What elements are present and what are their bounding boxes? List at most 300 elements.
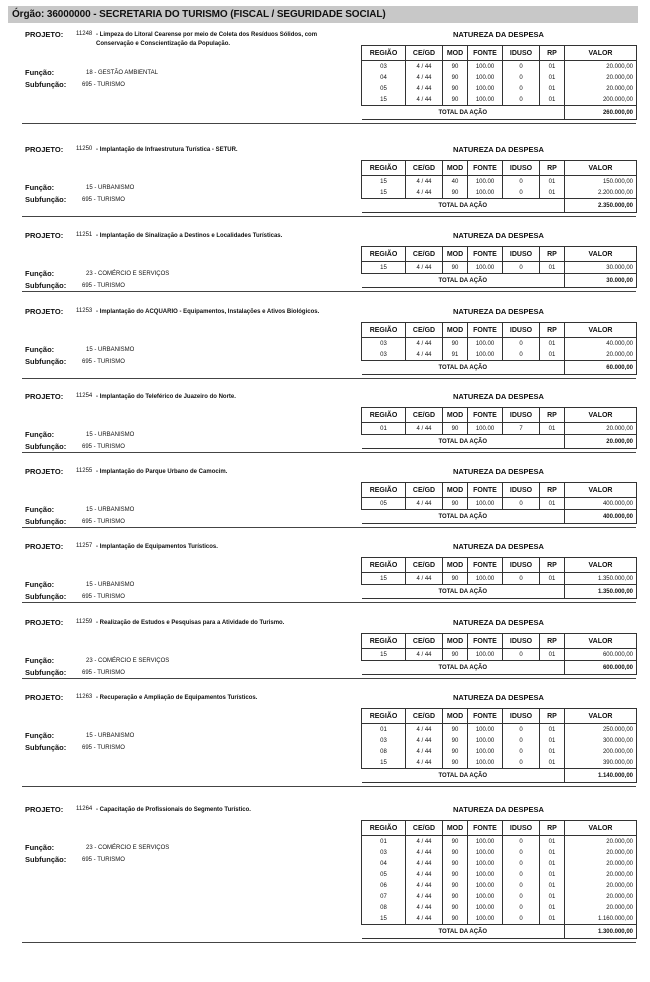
table-row xyxy=(362,746,637,757)
table-cell: 90 xyxy=(443,858,468,869)
column-header: CE/GD xyxy=(406,247,443,262)
column-header: REGIÃO xyxy=(362,408,406,423)
subfuncao-label: Subfunção: xyxy=(25,281,67,290)
column-header: FONTE xyxy=(468,323,503,338)
total-row xyxy=(362,769,637,783)
projeto-description: - Realização de Estudos e Pesquisas para a Atividade do Turismo. xyxy=(96,620,285,626)
column-header: REGIÃO xyxy=(362,634,406,649)
table-cell: 20.000,00 xyxy=(565,869,637,880)
table-row xyxy=(362,187,637,199)
funcao-value: 15 - URBANISMO xyxy=(86,733,135,739)
table-cell: 05 xyxy=(362,869,406,880)
table-cell: 0 xyxy=(503,498,540,510)
table-cell: 90 xyxy=(443,72,468,83)
table-cell: 4 / 44 xyxy=(406,869,443,880)
total-value: 20.000,00 xyxy=(565,435,637,449)
funcao-value: 15 - URBANISMO xyxy=(86,582,135,588)
table-cell: 100.00 xyxy=(468,902,503,913)
table-cell: 15 xyxy=(362,187,406,199)
table-cell: 01 xyxy=(540,869,565,880)
total-label: TOTAL DA AÇÃO xyxy=(362,925,565,939)
table-cell: 100.00 xyxy=(468,869,503,880)
section-divider xyxy=(22,123,636,124)
table-cell: 20.000,00 xyxy=(565,902,637,913)
section-divider xyxy=(22,678,636,679)
table-cell: 01 xyxy=(362,724,406,736)
despesa-table xyxy=(361,482,637,524)
column-header: REGIÃO xyxy=(362,323,406,338)
subfuncao-value: 695 - TURISMO xyxy=(82,745,125,751)
section-divider xyxy=(22,527,636,528)
column-header: MOD xyxy=(443,323,468,338)
table-cell: 300.000,00 xyxy=(565,735,637,746)
table-row xyxy=(362,61,637,73)
projeto-code: 11259 xyxy=(76,619,93,625)
table-cell: 4 / 44 xyxy=(406,746,443,757)
column-header: VALOR xyxy=(565,161,637,176)
funcao-value: 15 - URBANISMO xyxy=(86,507,135,513)
subfuncao-value: 695 - TURISMO xyxy=(82,197,125,203)
projeto-label: PROJETO: xyxy=(25,231,64,240)
column-header: CE/GD xyxy=(406,709,443,724)
table-cell: 0 xyxy=(503,891,540,902)
table-cell: 200.000,00 xyxy=(565,746,637,757)
table-cell: 90 xyxy=(443,649,468,661)
table-cell: 15 xyxy=(362,176,406,188)
table-cell: 20.000,00 xyxy=(565,836,637,848)
subfuncao-value: 695 - TURISMO xyxy=(82,444,125,450)
column-header: VALOR xyxy=(565,634,637,649)
table-cell: 0 xyxy=(503,724,540,736)
subfuncao-label: Subfunção: xyxy=(25,668,67,677)
total-row xyxy=(362,435,637,449)
column-header: IDUSO xyxy=(503,46,540,61)
table-cell: 90 xyxy=(443,724,468,736)
table-cell: 4 / 44 xyxy=(406,423,443,435)
projeto-label: PROJETO: xyxy=(25,693,64,702)
table-cell: 01 xyxy=(540,746,565,757)
table-row xyxy=(362,94,637,106)
table-cell: 100.00 xyxy=(468,746,503,757)
table-cell: 4 / 44 xyxy=(406,757,443,769)
projeto-label: PROJETO: xyxy=(25,618,64,627)
table-cell: 4 / 44 xyxy=(406,724,443,736)
table-cell: 0 xyxy=(503,869,540,880)
table-cell: 01 xyxy=(540,187,565,199)
funcao-value: 23 - COMÉRCIO E SERVIÇOS xyxy=(86,845,170,851)
table-cell: 100.00 xyxy=(468,913,503,925)
projeto-description: - Implantação de Equipamentos Turísticos. xyxy=(96,544,218,550)
table-cell: 0 xyxy=(503,836,540,848)
table-cell: 1.350.000,00 xyxy=(565,573,637,585)
table-cell: 0 xyxy=(503,94,540,106)
column-header: CE/GD xyxy=(406,634,443,649)
table-cell: 03 xyxy=(362,61,406,73)
table-cell: 03 xyxy=(362,349,406,361)
section-divider xyxy=(22,291,636,292)
table-cell: 4 / 44 xyxy=(406,880,443,891)
total-value: 600.000,00 xyxy=(565,661,637,675)
table-cell: 01 xyxy=(540,891,565,902)
column-header: REGIÃO xyxy=(362,821,406,836)
column-header: RP xyxy=(540,483,565,498)
projeto-code: 11251 xyxy=(76,232,93,238)
natureza-header: NATUREZA DA DESPESA xyxy=(453,467,544,476)
column-header: VALOR xyxy=(565,46,637,61)
table-cell: 01 xyxy=(540,61,565,73)
subfuncao-label: Subfunção: xyxy=(25,442,67,451)
projeto-description: - Limpeza do Litoral Cearense por meio de Coleta dos Resíduos Sólidos, com Conservação e Conscientização da População. xyxy=(96,32,318,47)
table-header-row xyxy=(362,247,637,262)
table-cell: 20.000,00 xyxy=(565,72,637,83)
table-cell: 40.000,00 xyxy=(565,338,637,350)
table-cell: 20.000,00 xyxy=(565,83,637,94)
table-cell: 01 xyxy=(540,349,565,361)
table-cell: 20.000,00 xyxy=(565,61,637,73)
column-header: VALOR xyxy=(565,709,637,724)
table-cell: 0 xyxy=(503,187,540,199)
total-value: 1.350.000,00 xyxy=(565,585,637,599)
table-row xyxy=(362,498,637,510)
table-cell: 0 xyxy=(503,847,540,858)
table-cell: 100.00 xyxy=(468,724,503,736)
funcao-label: Função: xyxy=(25,843,55,852)
projeto-code: 11257 xyxy=(76,543,93,549)
table-cell: 100.00 xyxy=(468,880,503,891)
projeto-label: PROJETO: xyxy=(25,467,64,476)
column-header: MOD xyxy=(443,558,468,573)
table-cell: 01 xyxy=(540,72,565,83)
table-cell: 0 xyxy=(503,858,540,869)
natureza-header: NATUREZA DA DESPESA xyxy=(453,145,544,154)
table-row xyxy=(362,72,637,83)
projeto-description: - Implantação de Infraestrutura Turística - SETUR. xyxy=(96,147,238,153)
table-cell: 20.000,00 xyxy=(565,349,637,361)
despesa-table xyxy=(361,45,637,120)
column-header: REGIÃO xyxy=(362,483,406,498)
column-header: FONTE xyxy=(468,408,503,423)
total-row xyxy=(362,925,637,939)
table-cell: 200.000,00 xyxy=(565,94,637,106)
table-row xyxy=(362,836,637,848)
subfuncao-label: Subfunção: xyxy=(25,517,67,526)
subfuncao-label: Subfunção: xyxy=(25,357,67,366)
column-header: VALOR xyxy=(565,821,637,836)
despesa-table xyxy=(361,407,637,449)
table-cell: 01 xyxy=(540,498,565,510)
column-header: VALOR xyxy=(565,483,637,498)
table-row xyxy=(362,423,637,435)
table-row xyxy=(362,902,637,913)
column-header: VALOR xyxy=(565,408,637,423)
table-cell: 0 xyxy=(503,746,540,757)
projeto-code: 11255 xyxy=(76,468,93,474)
funcao-label: Função: xyxy=(25,183,55,192)
projeto-label: PROJETO: xyxy=(25,145,64,154)
column-header: MOD xyxy=(443,709,468,724)
column-header: IDUSO xyxy=(503,709,540,724)
orgao-header: Órgão: 36000000 - SECRETARIA DO TURISMO (FISCAL / SEGURIDADE SOCIAL) xyxy=(8,6,638,23)
column-header: IDUSO xyxy=(503,634,540,649)
total-value: 260.000,00 xyxy=(565,106,637,120)
projeto-code: 11253 xyxy=(76,308,93,314)
column-header: RP xyxy=(540,323,565,338)
table-cell: 90 xyxy=(443,573,468,585)
despesa-table xyxy=(361,160,637,213)
funcao-value: 18 - GESTÃO AMBIENTAL xyxy=(86,70,158,76)
table-header-row xyxy=(362,483,637,498)
total-row xyxy=(362,661,637,675)
table-cell: 01 xyxy=(540,724,565,736)
table-header-row xyxy=(362,821,637,836)
column-header: FONTE xyxy=(468,247,503,262)
table-cell: 90 xyxy=(443,902,468,913)
table-header-row xyxy=(362,558,637,573)
table-cell: 4 / 44 xyxy=(406,891,443,902)
table-cell: 4 / 44 xyxy=(406,176,443,188)
funcao-label: Função: xyxy=(25,505,55,514)
table-row xyxy=(362,573,637,585)
table-cell: 01 xyxy=(362,423,406,435)
table-cell: 600.000,00 xyxy=(565,649,637,661)
table-cell: 01 xyxy=(540,880,565,891)
table-cell: 0 xyxy=(503,757,540,769)
table-cell: 03 xyxy=(362,735,406,746)
column-header: FONTE xyxy=(468,46,503,61)
column-header: IDUSO xyxy=(503,161,540,176)
table-cell: 400.000,00 xyxy=(565,498,637,510)
table-cell: 01 xyxy=(540,913,565,925)
table-cell: 100.00 xyxy=(468,338,503,350)
table-cell: 100.00 xyxy=(468,349,503,361)
subfuncao-label: Subfunção: xyxy=(25,80,67,89)
table-cell: 100.00 xyxy=(468,573,503,585)
table-cell: 90 xyxy=(443,891,468,902)
table-cell: 0 xyxy=(503,83,540,94)
table-row xyxy=(362,880,637,891)
natureza-header: NATUREZA DA DESPESA xyxy=(453,231,544,240)
section-divider xyxy=(22,602,636,603)
table-cell: 15 xyxy=(362,913,406,925)
table-cell: 0 xyxy=(503,902,540,913)
table-cell: 390.000,00 xyxy=(565,757,637,769)
table-cell: 250.000,00 xyxy=(565,724,637,736)
column-header: REGIÃO xyxy=(362,161,406,176)
column-header: CE/GD xyxy=(406,323,443,338)
funcao-label: Função: xyxy=(25,580,55,589)
table-cell: 01 xyxy=(540,858,565,869)
table-row xyxy=(362,262,637,274)
natureza-header: NATUREZA DA DESPESA xyxy=(453,30,544,39)
total-label: TOTAL DA AÇÃO xyxy=(362,361,565,375)
total-value: 60.000,00 xyxy=(565,361,637,375)
table-row xyxy=(362,349,637,361)
subfuncao-value: 695 - TURISMO xyxy=(82,519,125,525)
total-row xyxy=(362,106,637,120)
table-cell: 90 xyxy=(443,498,468,510)
table-cell: 15 xyxy=(362,573,406,585)
column-header: FONTE xyxy=(468,483,503,498)
total-value: 30.000,00 xyxy=(565,274,637,288)
column-header: CE/GD xyxy=(406,558,443,573)
total-label: TOTAL DA AÇÃO xyxy=(362,769,565,783)
table-cell: 15 xyxy=(362,649,406,661)
table-row xyxy=(362,176,637,188)
funcao-value: 23 - COMÉRCIO E SERVIÇOS xyxy=(86,271,170,277)
table-cell: 100.00 xyxy=(468,176,503,188)
table-cell: 08 xyxy=(362,902,406,913)
total-label: TOTAL DA AÇÃO xyxy=(362,585,565,599)
table-cell: 01 xyxy=(540,176,565,188)
total-label: TOTAL DA AÇÃO xyxy=(362,661,565,675)
table-cell: 4 / 44 xyxy=(406,498,443,510)
table-row xyxy=(362,891,637,902)
table-cell: 1.160.000,00 xyxy=(565,913,637,925)
column-header: CE/GD xyxy=(406,408,443,423)
subfuncao-value: 695 - TURISMO xyxy=(82,283,125,289)
projeto-description: - Implantação do ACQUARIO - Equipamentos, Instalações e Ativos Biológicos. xyxy=(96,309,320,315)
section-divider xyxy=(22,378,636,379)
table-cell: 100.00 xyxy=(468,72,503,83)
projeto-description: - Implantação do Teleférico de Juazeiro do Norte. xyxy=(96,394,236,400)
subfuncao-value: 695 - TURISMO xyxy=(82,594,125,600)
table-cell: 100.00 xyxy=(468,187,503,199)
column-header: RP xyxy=(540,821,565,836)
total-label: TOTAL DA AÇÃO xyxy=(362,106,565,120)
table-cell: 30.000,00 xyxy=(565,262,637,274)
funcao-label: Função: xyxy=(25,430,55,439)
table-cell: 100.00 xyxy=(468,649,503,661)
table-cell: 0 xyxy=(503,61,540,73)
table-cell: 01 xyxy=(540,262,565,274)
funcao-label: Função: xyxy=(25,656,55,665)
subfuncao-label: Subfunção: xyxy=(25,743,67,752)
table-cell: 100.00 xyxy=(468,757,503,769)
projeto-code: 11263 xyxy=(76,694,93,700)
table-cell: 01 xyxy=(540,757,565,769)
table-cell: 90 xyxy=(443,913,468,925)
natureza-header: NATUREZA DA DESPESA xyxy=(453,542,544,551)
table-row xyxy=(362,735,637,746)
projeto-description: - Recuperação e Ampliação de Equipamentos Turísticos. xyxy=(96,695,258,701)
despesa-table xyxy=(361,633,637,675)
column-header: IDUSO xyxy=(503,558,540,573)
table-cell: 0 xyxy=(503,573,540,585)
table-cell: 20.000,00 xyxy=(565,847,637,858)
column-header: CE/GD xyxy=(406,483,443,498)
table-cell: 100.00 xyxy=(468,498,503,510)
projeto-label: PROJETO: xyxy=(25,805,64,814)
column-header: RP xyxy=(540,46,565,61)
table-cell: 4 / 44 xyxy=(406,94,443,106)
funcao-value: 15 - URBANISMO xyxy=(86,432,135,438)
table-cell: 90 xyxy=(443,847,468,858)
table-cell: 01 xyxy=(540,847,565,858)
column-header: RP xyxy=(540,634,565,649)
table-header-row xyxy=(362,408,637,423)
column-header: RP xyxy=(540,408,565,423)
table-cell: 90 xyxy=(443,83,468,94)
column-header: IDUSO xyxy=(503,483,540,498)
table-cell: 0 xyxy=(503,176,540,188)
table-cell: 90 xyxy=(443,836,468,848)
total-label: TOTAL DA AÇÃO xyxy=(362,435,565,449)
table-cell: 04 xyxy=(362,72,406,83)
table-cell: 91 xyxy=(443,349,468,361)
table-row xyxy=(362,338,637,350)
table-cell: 150.000,00 xyxy=(565,176,637,188)
table-cell: 01 xyxy=(540,423,565,435)
table-cell: 03 xyxy=(362,338,406,350)
table-cell: 05 xyxy=(362,83,406,94)
total-row xyxy=(362,274,637,288)
total-label: TOTAL DA AÇÃO xyxy=(362,510,565,524)
table-cell: 4 / 44 xyxy=(406,836,443,848)
table-cell: 4 / 44 xyxy=(406,735,443,746)
projeto-code: 11254 xyxy=(76,393,93,399)
table-cell: 100.00 xyxy=(468,836,503,848)
column-header: FONTE xyxy=(468,709,503,724)
total-value: 1.300.000,00 xyxy=(565,925,637,939)
column-header: FONTE xyxy=(468,558,503,573)
table-cell: 15 xyxy=(362,262,406,274)
table-cell: 20.000,00 xyxy=(565,891,637,902)
column-header: MOD xyxy=(443,247,468,262)
table-row xyxy=(362,649,637,661)
table-cell: 90 xyxy=(443,187,468,199)
table-row xyxy=(362,913,637,925)
table-cell: 01 xyxy=(540,573,565,585)
table-cell: 4 / 44 xyxy=(406,61,443,73)
table-cell: 40 xyxy=(443,176,468,188)
column-header: REGIÃO xyxy=(362,558,406,573)
column-header: REGIÃO xyxy=(362,46,406,61)
table-cell: 15 xyxy=(362,757,406,769)
table-cell: 0 xyxy=(503,349,540,361)
table-cell: 20.000,00 xyxy=(565,880,637,891)
column-header: VALOR xyxy=(565,323,637,338)
table-row xyxy=(362,858,637,869)
table-cell: 90 xyxy=(443,262,468,274)
projeto-code: 11248 xyxy=(76,31,93,37)
table-cell: 04 xyxy=(362,858,406,869)
column-header: MOD xyxy=(443,483,468,498)
table-cell: 20.000,00 xyxy=(565,423,637,435)
total-row xyxy=(362,199,637,213)
table-cell: 100.00 xyxy=(468,94,503,106)
table-cell: 0 xyxy=(503,880,540,891)
table-cell: 01 xyxy=(540,735,565,746)
table-cell: 4 / 44 xyxy=(406,902,443,913)
projeto-description: - Capacitação de Profissionais do Segmento Turístico. xyxy=(96,807,251,813)
subfuncao-value: 695 - TURISMO xyxy=(82,82,125,88)
table-cell: 4 / 44 xyxy=(406,858,443,869)
column-header: RP xyxy=(540,161,565,176)
table-cell: 01 xyxy=(540,649,565,661)
column-header: MOD xyxy=(443,161,468,176)
table-cell: 4 / 44 xyxy=(406,913,443,925)
natureza-header: NATUREZA DA DESPESA xyxy=(453,392,544,401)
table-cell: 01 xyxy=(362,836,406,848)
projeto-description: - Implantação de Sinalização a Destinos e Localidades Turísticas. xyxy=(96,233,283,239)
projeto-label: PROJETO: xyxy=(25,30,64,39)
table-cell: 100.00 xyxy=(468,61,503,73)
total-value: 400.000,00 xyxy=(565,510,637,524)
subfuncao-label: Subfunção: xyxy=(25,592,67,601)
total-row xyxy=(362,510,637,524)
column-header: REGIÃO xyxy=(362,709,406,724)
table-cell: 100.00 xyxy=(468,847,503,858)
